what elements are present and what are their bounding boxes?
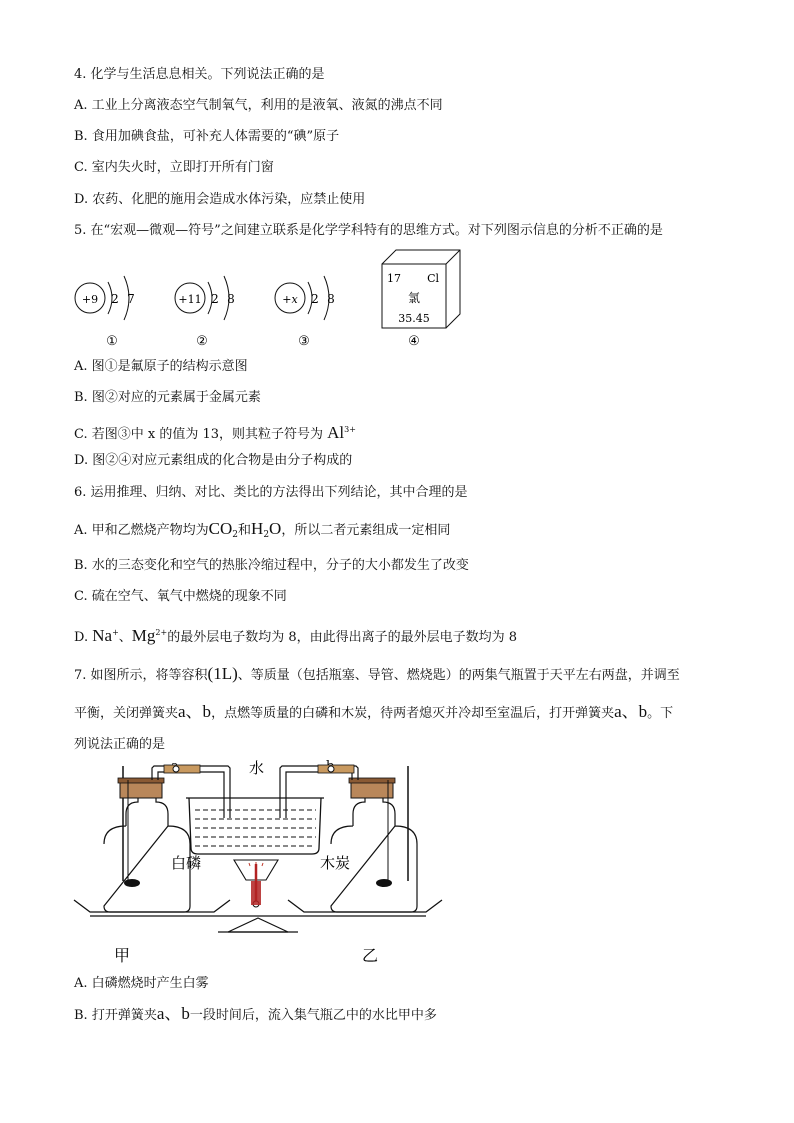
ion-symbol: Al <box>327 423 345 442</box>
q5-stem: 5. 在“宏观—微观—符号”之间建立联系是化学学科特有的思维方式。对下列图示信息的分析不正确的是 <box>74 223 663 238</box>
right-bottle-label: 乙 <box>362 946 379 965</box>
q5-option-c <box>74 421 356 444</box>
atom-structure-2 <box>175 276 235 349</box>
element-name: 氯 <box>407 291 421 305</box>
q7-stem2-mid: ，点燃等质量的白磷和木炭，待两者熄灭并冷却至室温后，打开弹簧夹 <box>211 706 615 721</box>
element-cell-4 <box>382 250 460 349</box>
q7-option-b-end: 一段时间后，流入集气瓶乙中的水比甲中多 <box>189 1008 437 1023</box>
shell2-count-1: 7 <box>127 292 135 306</box>
q5-option-b: B. 图②对应的元素属于金属元素 <box>74 390 261 405</box>
q4-stem: 4. 化学与生活息息相关。下列说法正确的是 <box>74 67 325 82</box>
q7-stem-line1 <box>74 665 680 685</box>
q6-option-d-label: D. <box>74 630 93 645</box>
q7-option-a: A. 白磷燃烧时产生白雾 <box>74 976 209 991</box>
figure-label-2: ② <box>196 334 208 349</box>
magnesium-ion: Mg <box>131 626 156 645</box>
clip-label-1: a、b <box>178 702 212 721</box>
q6-option-a-conclusion: ，所以二者元素组成一定相同 <box>281 523 451 538</box>
clip-label-3: a、b <box>156 1004 190 1023</box>
magnesium-charge: 2+ <box>155 628 168 637</box>
h2o-formula-h: H <box>251 519 264 538</box>
co2-formula: CO <box>208 519 233 538</box>
q4-option-d: D. 农药、化肥的施用会造成水体污染，应禁止使用 <box>74 192 366 207</box>
q7-stem2-start: 平衡，关闭弹簧夹 <box>74 706 179 721</box>
figure-label-3: ③ <box>298 334 310 349</box>
nucleus-charge-1: +9 <box>81 293 99 306</box>
right-substance: 木炭 <box>320 854 351 872</box>
q6-option-a <box>74 520 450 544</box>
q6-option-d-text: 的最外层电子数均为 8，由此得出离子的最外层电子数均为 8 <box>167 630 518 645</box>
q7-stem-start: 7. 如图所示，将等容积 <box>74 668 208 683</box>
q4-option-a: A. 工业上分离液态空气制氧气，利用的是液氧、液氮的沸点不同 <box>74 98 443 113</box>
left-substance-char1: 白磷 <box>171 854 202 872</box>
left-bottle-label: 甲 <box>114 946 131 965</box>
co2-subscript: 2 <box>232 530 239 540</box>
q6-option-d <box>74 624 517 647</box>
q7-stem2-end: 。下 <box>647 706 674 721</box>
figure-label-1: ① <box>106 334 118 349</box>
q6-option-a-and: 和 <box>238 523 252 538</box>
q6-option-b: B. 水的三态变化和空气的热胀冷缩过程中，分子的大小都发生了改变 <box>74 558 469 573</box>
q5-option-c-text: C. 若图③中 x 的值为 13，则其粒子符号为 <box>74 427 328 442</box>
shell1-count-1: 2 <box>111 292 119 306</box>
clip-label-2: a、b <box>614 702 648 721</box>
nucleus-charge-3: +x <box>282 293 298 306</box>
q7-stem-end: 、等质量（包括瓶塞、导管、燃烧匙）的两集气瓶置于天平左右两盘，并调至 <box>237 668 680 683</box>
q6-option-c: C. 硫在空气、氧气中燃烧的现象不同 <box>74 589 287 604</box>
volume-label: (1L) <box>207 664 238 683</box>
ion-charge: 3+ <box>344 425 356 434</box>
q5-option-d: D. 图②④对应元素组成的化合物是由分子构成的 <box>74 453 353 468</box>
shell1-count-2: 2 <box>211 292 219 306</box>
q5-figures <box>70 248 490 354</box>
q4-option-c: C. 室内失火时，立即打开所有门窗 <box>74 160 274 175</box>
q4-option-b: B. 食用加碘食盐，可补充人体需要的“碘”原子 <box>74 129 340 144</box>
q6-stem: 6. 运用推理、归纳、对比、类比的方法得出下列结论，其中合理的是 <box>74 485 468 500</box>
q6-option-d-sep: 、 <box>118 630 132 645</box>
atomic-mass: 35.45 <box>398 312 430 325</box>
h2o-formula-o: O <box>269 519 282 538</box>
element-symbol: Cl <box>427 272 439 285</box>
q7-option-b-start: B. 打开弹簧夹 <box>74 1008 157 1023</box>
q7-apparatus-figure <box>68 756 448 968</box>
q6-option-a-text: A. 甲和乙燃烧产物均为 <box>74 523 209 538</box>
q7-option-b <box>74 1005 437 1025</box>
shell1-count-3: 2 <box>311 292 319 306</box>
nucleus-charge-2: +11 <box>178 293 202 306</box>
shell2-count-2: 8 <box>227 292 235 306</box>
q7-stem-line2 <box>74 703 673 723</box>
q7-stem-line3: 列说法正确的是 <box>74 737 166 752</box>
sodium-charge: + <box>112 628 119 637</box>
atom-structure-1 <box>75 276 135 349</box>
shell2-count-3: 8 <box>327 292 335 306</box>
sodium-ion: Na <box>92 626 113 645</box>
water-label: 水 <box>249 759 265 777</box>
figure-label-4: ④ <box>408 334 420 349</box>
atom-structure-3 <box>275 276 335 349</box>
q5-option-a: A. 图①是氟原子的结构示意图 <box>74 359 248 374</box>
atomic-number: 17 <box>387 272 401 285</box>
h2o-subscript: 2 <box>263 530 270 540</box>
